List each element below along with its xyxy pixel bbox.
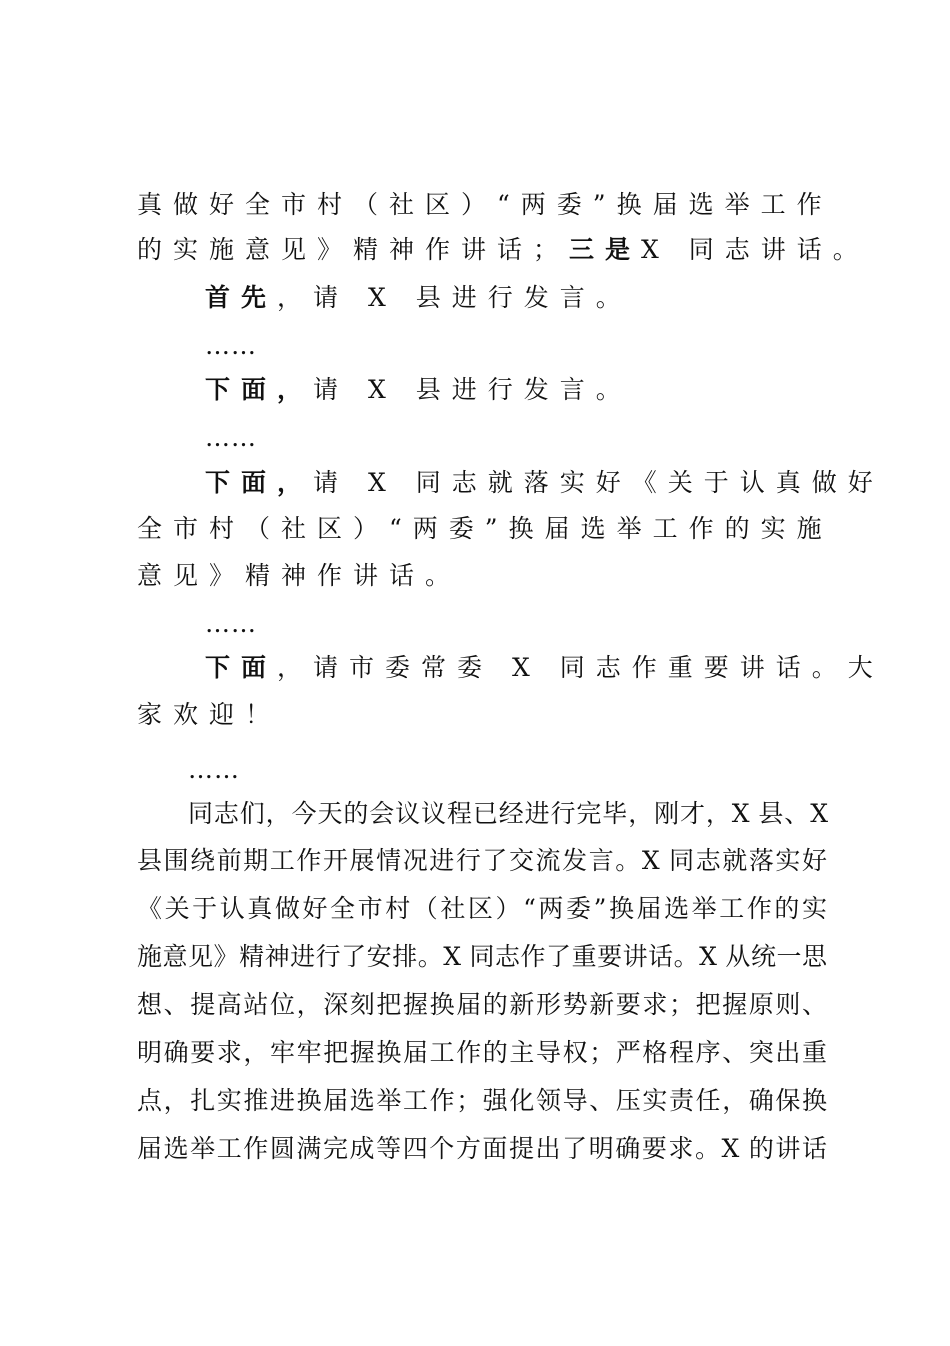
paragraph-line [137, 187, 833, 223]
paragraph-line [137, 1035, 827, 1071]
bold-text: 下面， [205, 468, 314, 497]
paragraph-line [137, 987, 827, 1023]
text-span: 施意见》精神进行了安排。X 同志作了重要讲话。X 从统一思 [137, 942, 827, 971]
text-span: 请 X 县进行发言。 [313, 375, 632, 404]
text-span: 县围绕前期工作开展情况进行了交流发言。X 同志就落实好 [137, 846, 827, 875]
bold-text: 下面， [205, 375, 314, 404]
paragraph-line [137, 511, 833, 547]
ellipsis: …… [205, 609, 257, 638]
text-span: 同志们，今天的会议议程已经进行完毕，刚才，X 县、X [188, 799, 828, 828]
paragraph-line [137, 558, 461, 594]
text-span: ，请市委常委 X 同志作重要讲话。大 [277, 653, 884, 682]
bold-text: 首先 [205, 283, 278, 312]
paragraph-line [205, 372, 632, 408]
text-span: 届选举工作圆满完成等四个方面提出了明确要求。X 的讲话 [137, 1134, 827, 1163]
paragraph-line [188, 796, 828, 832]
paragraph-line [137, 1083, 827, 1119]
text-span: 想、提高站位，深刻把握换届的新形势新要求；把握原则、 [137, 990, 827, 1019]
ellipsis: …… [188, 755, 240, 784]
paragraph-line [137, 697, 281, 733]
bold-text: 下面 [205, 653, 278, 682]
ellipsis: …… [205, 423, 257, 452]
text-span: 点，扎实推进换届选举工作；强化领导、压实责任，确保换 [137, 1086, 827, 1115]
text-span: 《关于认真做好全市村（社区）“两委”换届选举工作的实 [137, 894, 827, 923]
paragraph-line [137, 1131, 827, 1167]
bold-text: 三是 [569, 235, 642, 264]
text-span: 家欢迎！ [137, 700, 282, 729]
paragraph-line [137, 232, 869, 268]
text-span: 真做好全市村（社区）“两委”换届选举工作 [137, 190, 833, 219]
paragraph-line [137, 939, 827, 975]
paragraph-line [205, 280, 632, 316]
text-span: 的实施意见》精神作讲话； [137, 235, 570, 264]
paragraph-line [137, 891, 827, 927]
paragraph-line [205, 650, 884, 686]
text-span: 请 X 同志就落实好《关于认真做好 [313, 468, 884, 497]
text-span: 意见》精神作讲话。 [137, 561, 462, 590]
paragraph-line [137, 843, 827, 879]
text-span: X 同志讲话。 [641, 235, 869, 264]
paragraph-line [205, 465, 884, 501]
text-span: ，请 X 县进行发言。 [277, 283, 632, 312]
text-span: 全市村（社区）“两委”换届选举工作的实施 [137, 514, 833, 543]
text-span: 明确要求，牢牢把握换届工作的主导权；严格程序、突出重 [137, 1038, 827, 1067]
ellipsis: …… [205, 331, 257, 360]
